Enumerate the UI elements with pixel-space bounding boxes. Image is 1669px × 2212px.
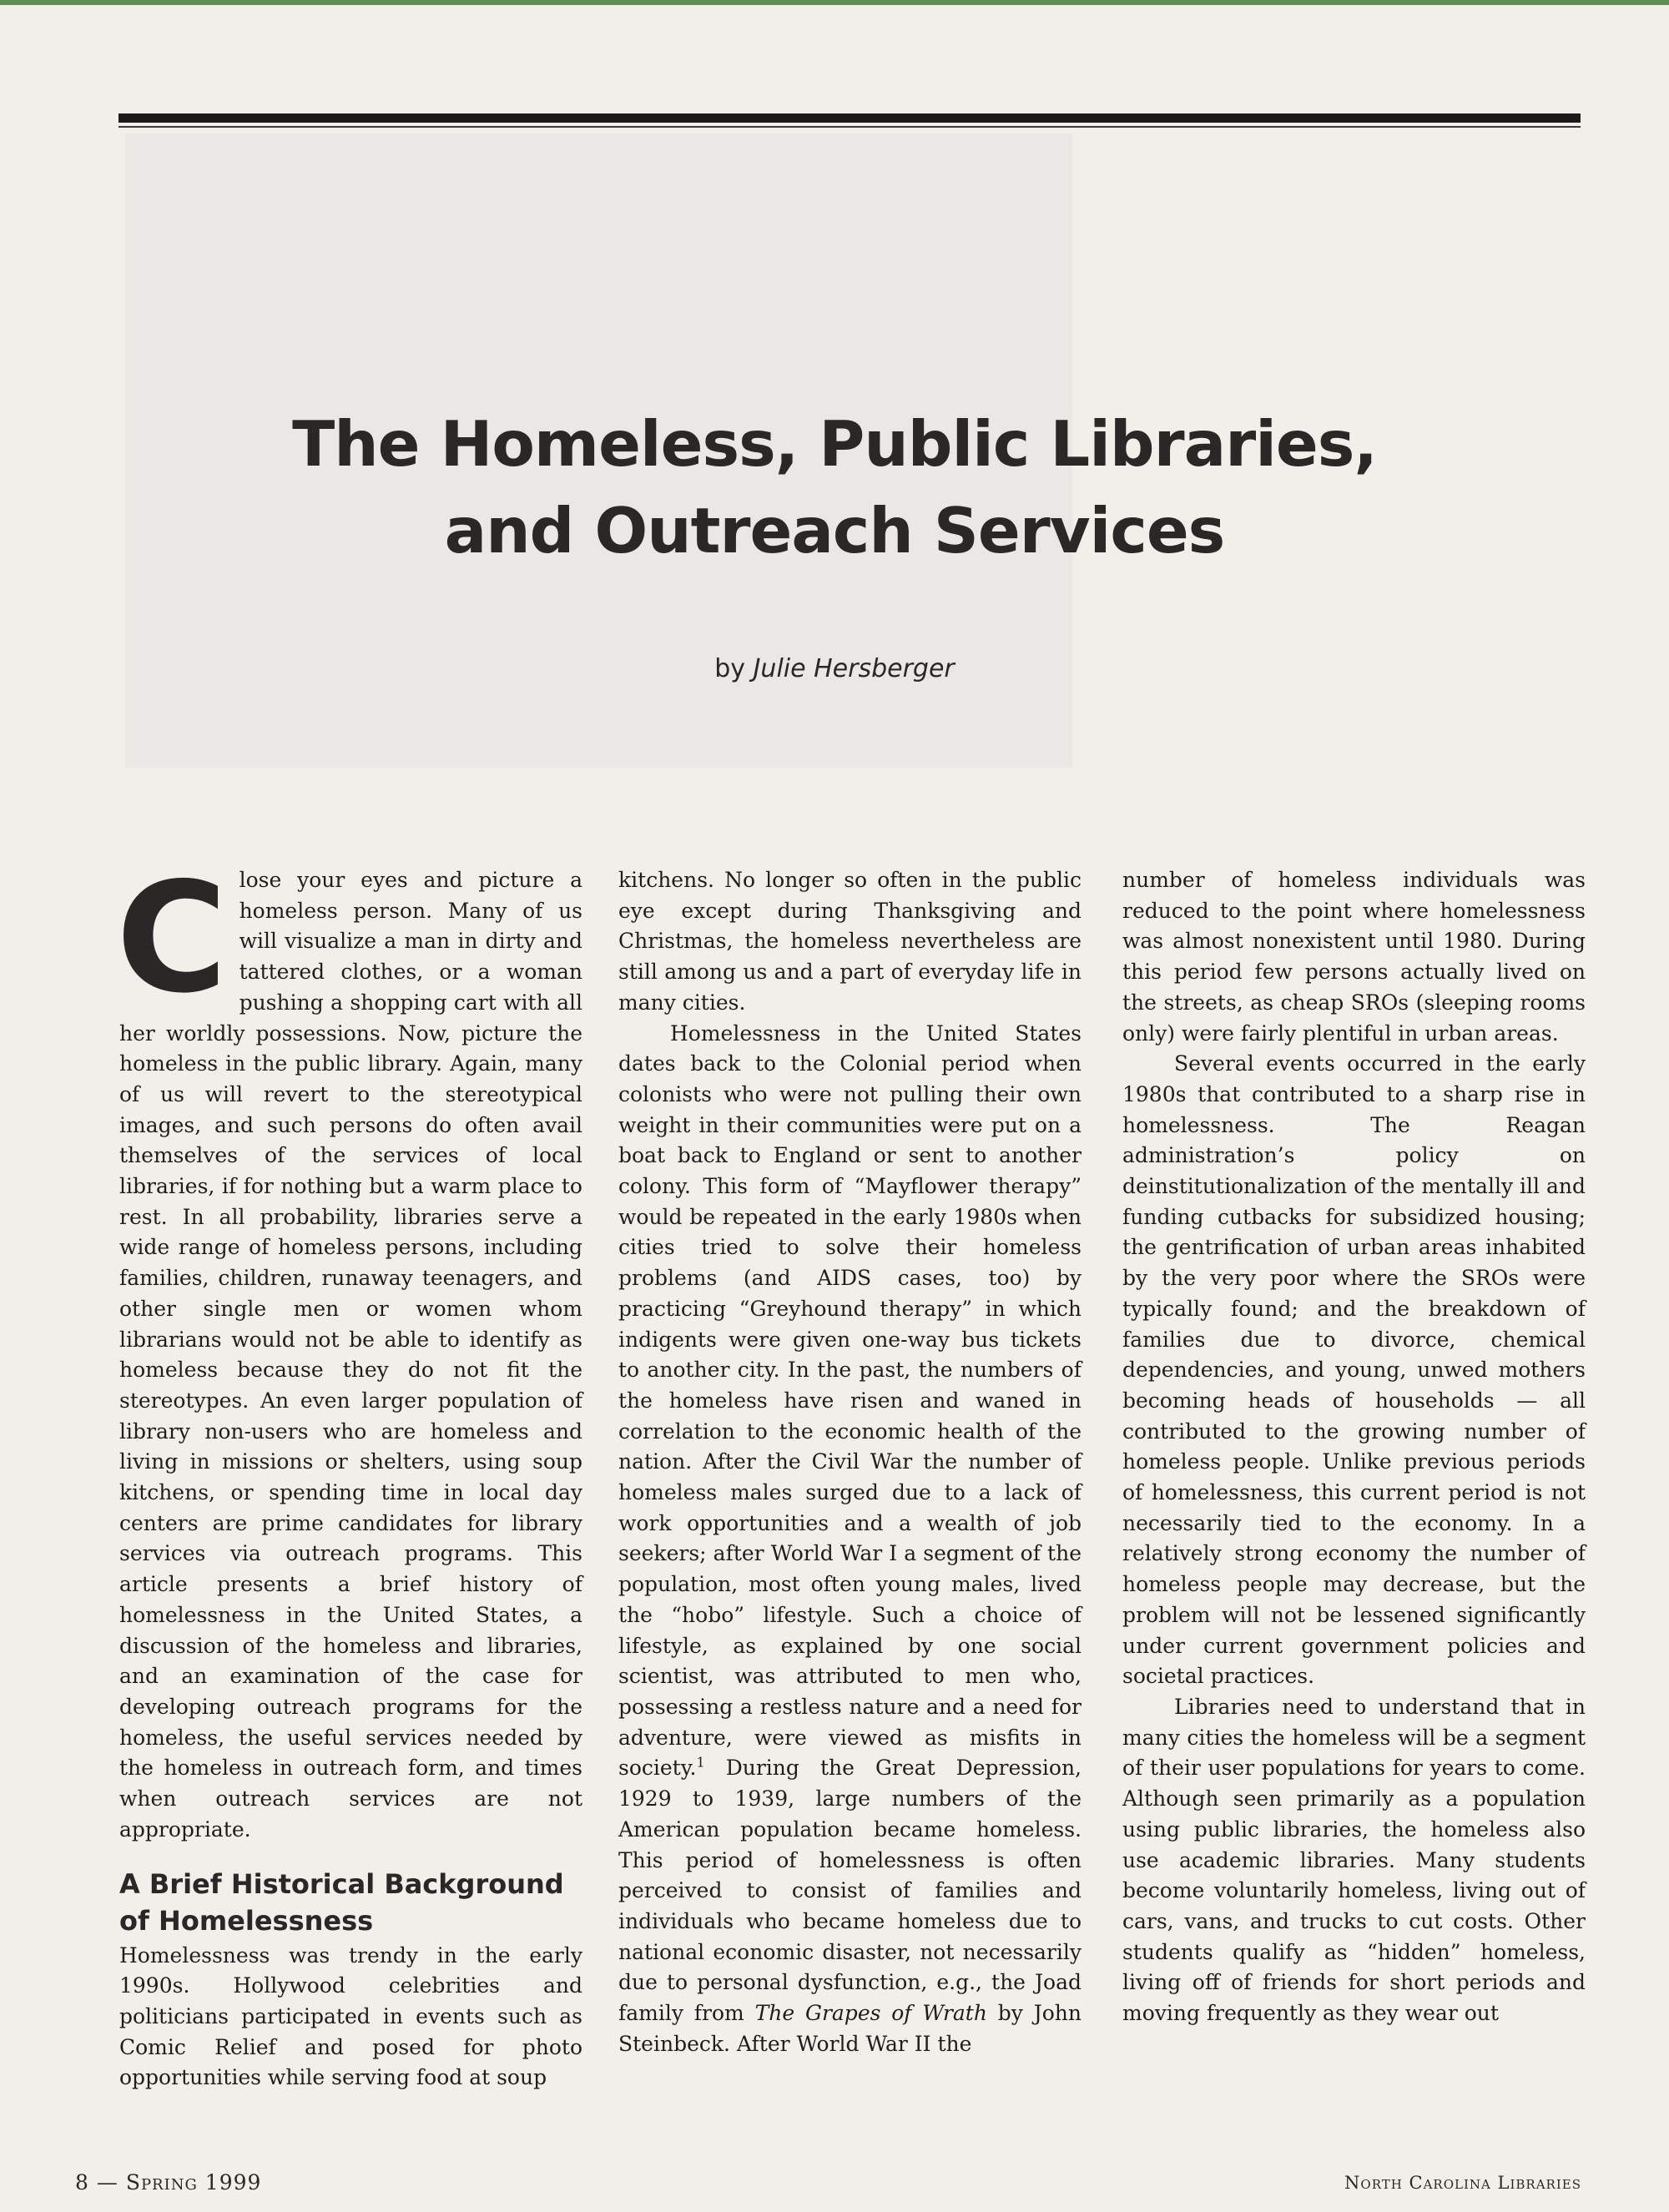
journal-name: North Carolina Libraries bbox=[1344, 2173, 1581, 2193]
footer-separator: — bbox=[88, 2170, 126, 2194]
column-2 bbox=[618, 865, 1082, 2059]
drop-cap: C bbox=[116, 849, 228, 1026]
column-1 bbox=[116, 849, 582, 2094]
title-line-2: and Outreach Services bbox=[444, 494, 1225, 567]
author-name: Julie Hersberger bbox=[753, 654, 955, 683]
article-title bbox=[125, 401, 1544, 574]
issue-date: Spring 1999 bbox=[125, 2170, 262, 2194]
byline bbox=[534, 654, 1135, 683]
history-text-a: Homelessness in the United States dates back to the Colonial period when colonists who were not pulling their own weight in their communities were put on a boat back to England or sent to another colony. This form of “Mayflower therapy” would be repeated in the early 1980s when cities tried to solve their homeless problems (and AIDS cases, too) by practicing “Greyhound therapy” in which indigents were given one-way bus tickets to another city. In the past, the numbers of the homeless have risen and waned in correlation to the economic health of the nation. After the Civil War the number of homeless males surged due to a lack of work opportunities and a wealth of job seekers; after World War I a segment of the population, most often young males, lived the “hobo” lifestyle. Such a choice of lifestyle, as explained by one social scientist, was attributed to men who, possessing a restless nature and a need for adventure, were viewed as misfits in society. bbox=[618, 1020, 1082, 1781]
history-paragraph-3: number of homeless individuals was reduced to the point where homelessness was almost nonexistent until 1980. During this period few persons actually lived on the streets, as cheap SROs (sleeping rooms only) were fairly plentiful in urban areas. bbox=[1122, 868, 1586, 1046]
libraries-paragraph: Libraries need to understand that in many cities the homeless will be a segment of their user populations for years to come. Although seen primarily as a population using public libraries, the homeless also use academic libraries. Many students become voluntarily homeless, living out of cars, vans, and trucks to cut costs. Other students qualify as “hidden” homeless, living off of friends for short periods and moving frequently as they wear out bbox=[1122, 1694, 1586, 2026]
history-paragraph-1: Homelessness was trendy in the early 1990s. Hollywood celebrities and politicians participated in events such as Comic Relief and posed for photo opportunities while serving food at soup bbox=[119, 1942, 582, 2090]
byline-prefix: by bbox=[714, 654, 754, 683]
history-paragraph-4: Several events occurred in the early 1980s that contributed to a sharp rise in homelessness. The Reagan administration’s policy on deinstitutionalization of the mentally ill and funding cutbacks for subsidized housing; the gentrification of urban areas inhabited by the very poor where the SROs were typically found; and the breakdown of families due to divorce, chemical dependencies, and young, unwed mothers becoming heads of households — all contributed to the growing number of homeless people. Unlike previous periods of homelessness, this current period is not necessarily tied to the economy. In a relatively strong economy the number of homeless people may decrease, but the problem will not be lessened significantly under current government policies and societal practices. bbox=[1122, 1051, 1586, 1689]
footer-page-info bbox=[75, 2170, 261, 2194]
section-heading: A Brief Historical Background of Homelessness bbox=[119, 1867, 564, 1937]
title-line-1: The Homeless, Public Libraries, bbox=[292, 407, 1377, 481]
green-edge-strip bbox=[0, 0, 1669, 5]
header-rule bbox=[118, 113, 1581, 123]
page-number: 8 bbox=[75, 2170, 89, 2194]
intro-paragraph: lose your eyes and picture a homeless person. Many of us will visualize a man in dirty and tattered clothes, or a woman pushing a shopping cart with all her worldly possessions. Now, picture the homeless in the public library. Again, many of us will revert to the stereotypical images, and such persons do often avail themselves of the services of local libraries, if for nothing but a warm place to rest. In all probability, libraries serve a wide range of homeless persons, including families, children, runaway teenagers, and other single men or women whom librarians would not be able to identify as homeless because they do not fit the stereotypes. An even larger population of library non-users who are homeless and living in missions or shelters, using soup kitchens, or spending time in local day centers are prime candidates for library services via outreach programs. This article presents a brief history of homelessness in the United States, a discussion of the homeless and libraries, and an examination of the case for developing outreach programs for the homeless, the useful services needed by the homeless in outreach form, and times when outreach services are not appropriate. bbox=[119, 868, 582, 1842]
history-text-b: During the Great Depression, 1929 to 1939, large numbers of the American population became homeless. This period of homelessness is often perceived to consist of families and individuals who became homeless due to national economic disaster, not necessarily due to personal dysfunction, e.g., the Joad family from bbox=[618, 1756, 1082, 2026]
history-text-c: by John Steinbeck. After World War II the bbox=[618, 2001, 1082, 2056]
history-paragraph-continued: kitchens. No longer so often in the public eye except during Thanksgiving and Christmas, the homeless nevertheless are still among us and a part of everyday life in many cities. bbox=[618, 868, 1082, 1015]
history-paragraph-2 bbox=[618, 1019, 1082, 2060]
header-rule-thin bbox=[118, 126, 1581, 128]
book-title: The Grapes of Wrath bbox=[754, 2001, 987, 2026]
column-3 bbox=[1122, 865, 1586, 2029]
footnote-marker: 1 bbox=[696, 1755, 705, 1771]
